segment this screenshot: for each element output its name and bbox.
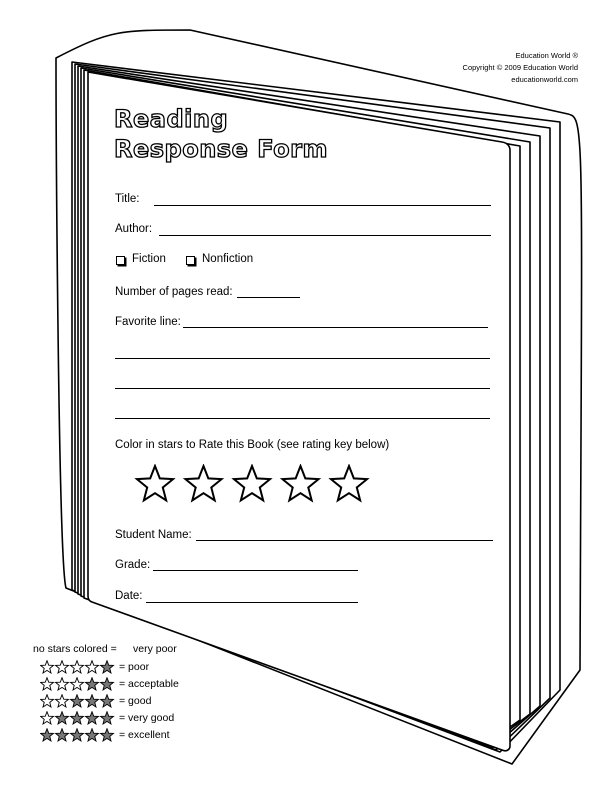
nonfiction-checkbox[interactable]: [186, 256, 195, 265]
key-stars-row-1: [40, 660, 120, 674]
grade-label: Grade:: [115, 559, 151, 571]
key-star-filled: [101, 695, 114, 707]
key-star-empty: [56, 661, 69, 673]
key-row-label: = very good: [119, 712, 175, 724]
key-star-empty: [86, 661, 99, 673]
key-star-filled: [101, 678, 114, 690]
key-star-filled: [101, 712, 114, 724]
author-label: Author:: [115, 223, 153, 235]
key-star-empty: [41, 695, 54, 707]
key-star-empty: [71, 661, 84, 673]
date-field[interactable]: [146, 602, 358, 603]
title-line-2: Response Form: [114, 135, 328, 163]
rating-instruction: Color in stars to Rate this Book (see rating key below): [115, 439, 390, 451]
rating-star-5[interactable]: [331, 466, 367, 500]
key-row-none-label: no stars colored =: [33, 643, 117, 655]
key-stars-row-4: [40, 711, 120, 725]
rating-star-2[interactable]: [185, 466, 221, 500]
key-star-filled: [41, 729, 54, 741]
grade-field[interactable]: [153, 570, 358, 571]
key-star-filled: [71, 712, 84, 724]
key-star-empty: [41, 712, 54, 724]
key-star-filled: [101, 729, 114, 741]
key-star-filled: [71, 695, 84, 707]
rating-star-4[interactable]: [282, 466, 318, 500]
key-row-none-value: very poor: [133, 643, 177, 655]
key-star-filled: [56, 729, 69, 741]
key-star-empty: [41, 678, 54, 690]
credit-line-1: Education World ®: [515, 51, 578, 60]
nonfiction-label: Nonfiction: [202, 253, 254, 265]
author-field[interactable]: [159, 235, 491, 236]
rating-stars: [134, 464, 374, 504]
key-row-label: = excellent: [119, 729, 170, 741]
key-row-label: = acceptable: [119, 678, 179, 690]
student-name-label: Student Name:: [115, 529, 192, 541]
key-star-empty: [56, 678, 69, 690]
credit-line-3: educationworld.com: [511, 75, 578, 84]
key-star-filled: [71, 729, 84, 741]
title-label: Title:: [115, 193, 140, 205]
key-star-empty: [71, 678, 84, 690]
key-row-label: = good: [119, 695, 152, 707]
key-star-filled: [56, 712, 69, 724]
key-star-empty: [41, 661, 54, 673]
key-star-filled: [86, 695, 99, 707]
favorite-line-extra-3[interactable]: [115, 418, 490, 419]
title-line-1: Reading: [114, 105, 229, 133]
fiction-checkbox[interactable]: [116, 256, 125, 265]
pages-read-label: Number of pages read:: [115, 286, 233, 298]
rating-star-3[interactable]: [234, 466, 270, 500]
key-star-empty: [56, 695, 69, 707]
student-name-field[interactable]: [196, 540, 493, 541]
key-star-filled: [86, 729, 99, 741]
favorite-line-label: Favorite line:: [115, 316, 181, 328]
key-star-filled: [86, 678, 99, 690]
key-stars-row-5: [40, 728, 120, 742]
key-row-label: = poor: [119, 661, 150, 673]
favorite-line-field[interactable]: [183, 327, 488, 328]
copyright-credit: [463, 50, 578, 86]
credit-line-2: Copyright © 2009 Education World: [462, 63, 578, 72]
key-star-filled: [86, 712, 99, 724]
favorite-line-extra-1[interactable]: [115, 358, 490, 359]
key-stars-row-2: [40, 677, 120, 691]
pages-read-field[interactable]: [237, 297, 300, 298]
fiction-label: Fiction: [132, 253, 166, 265]
title-field[interactable]: [154, 205, 491, 206]
key-stars-row-3: [40, 694, 120, 708]
key-star-filled: [101, 661, 114, 673]
form-title: [114, 104, 328, 164]
favorite-line-extra-2[interactable]: [115, 388, 490, 389]
date-label: Date:: [115, 590, 143, 602]
rating-star-1[interactable]: [137, 466, 173, 500]
